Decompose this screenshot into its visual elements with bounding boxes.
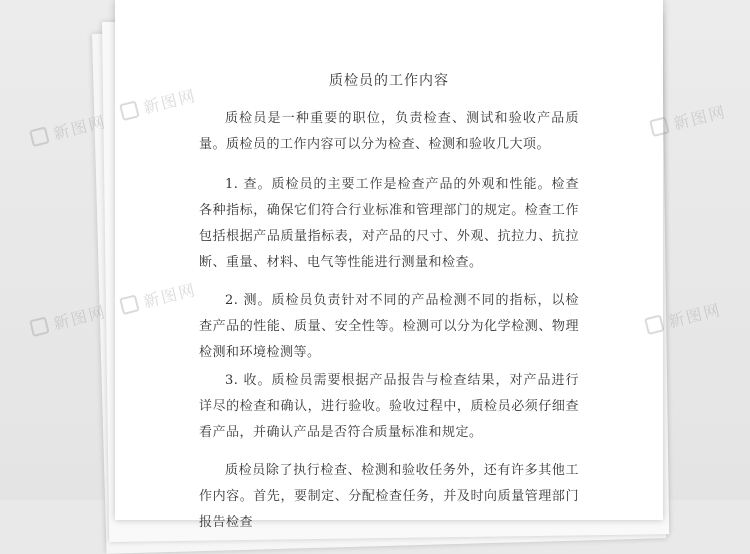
watermark-text: 新图网 [51, 111, 109, 144]
watermark-text: 新图网 [671, 101, 729, 134]
document-page [115, 0, 663, 530]
paragraph-check: 1. 查。质检员的主要工作是检查产品的外观和性能。检查各种指标，确保它们符合行业标准和管理部门的规定。检查工作包括根据产品质量指标表，对产品的尺寸、外观、抗拉力、抗拉断、重量、材料、电气等性能进行测量和检查。 [199, 177, 579, 270]
watermark-text: 新图网 [141, 279, 199, 312]
document-title: 质检员的工作内容 [329, 73, 449, 89]
watermark-text: 新图网 [141, 85, 199, 118]
paragraph-test: 2. 测。质检员负责针对不同的产品检测不同的指标，以检查产品的性能、质量、安全性等。检测可以分为化学检测、物理检测和环境检测等。 [199, 293, 579, 360]
watermark-text: 新图网 [51, 301, 109, 334]
paragraph-other-duties: 质检员除了执行检查、检测和验收任务外，还有许多其他工作内容。首先，要制定、分配检查任务，并及时向质量管理部门报告检查 [199, 463, 579, 530]
paragraph-intro: 质检员是一种重要的职位，负责检查、测试和验收产品质量。质检员的工作内容可以分为检查、检测和验收几大项。 [199, 111, 579, 152]
watermark-text: 新图网 [666, 299, 724, 332]
paragraph-accept: 3. 收。质检员需要根据产品报告与检查结果，对产品进行详尽的检查和确认，进行验收。验收过程中，质检员必须仔细查看产品，并确认产品是否符合质量标准和规定。 [199, 373, 579, 440]
